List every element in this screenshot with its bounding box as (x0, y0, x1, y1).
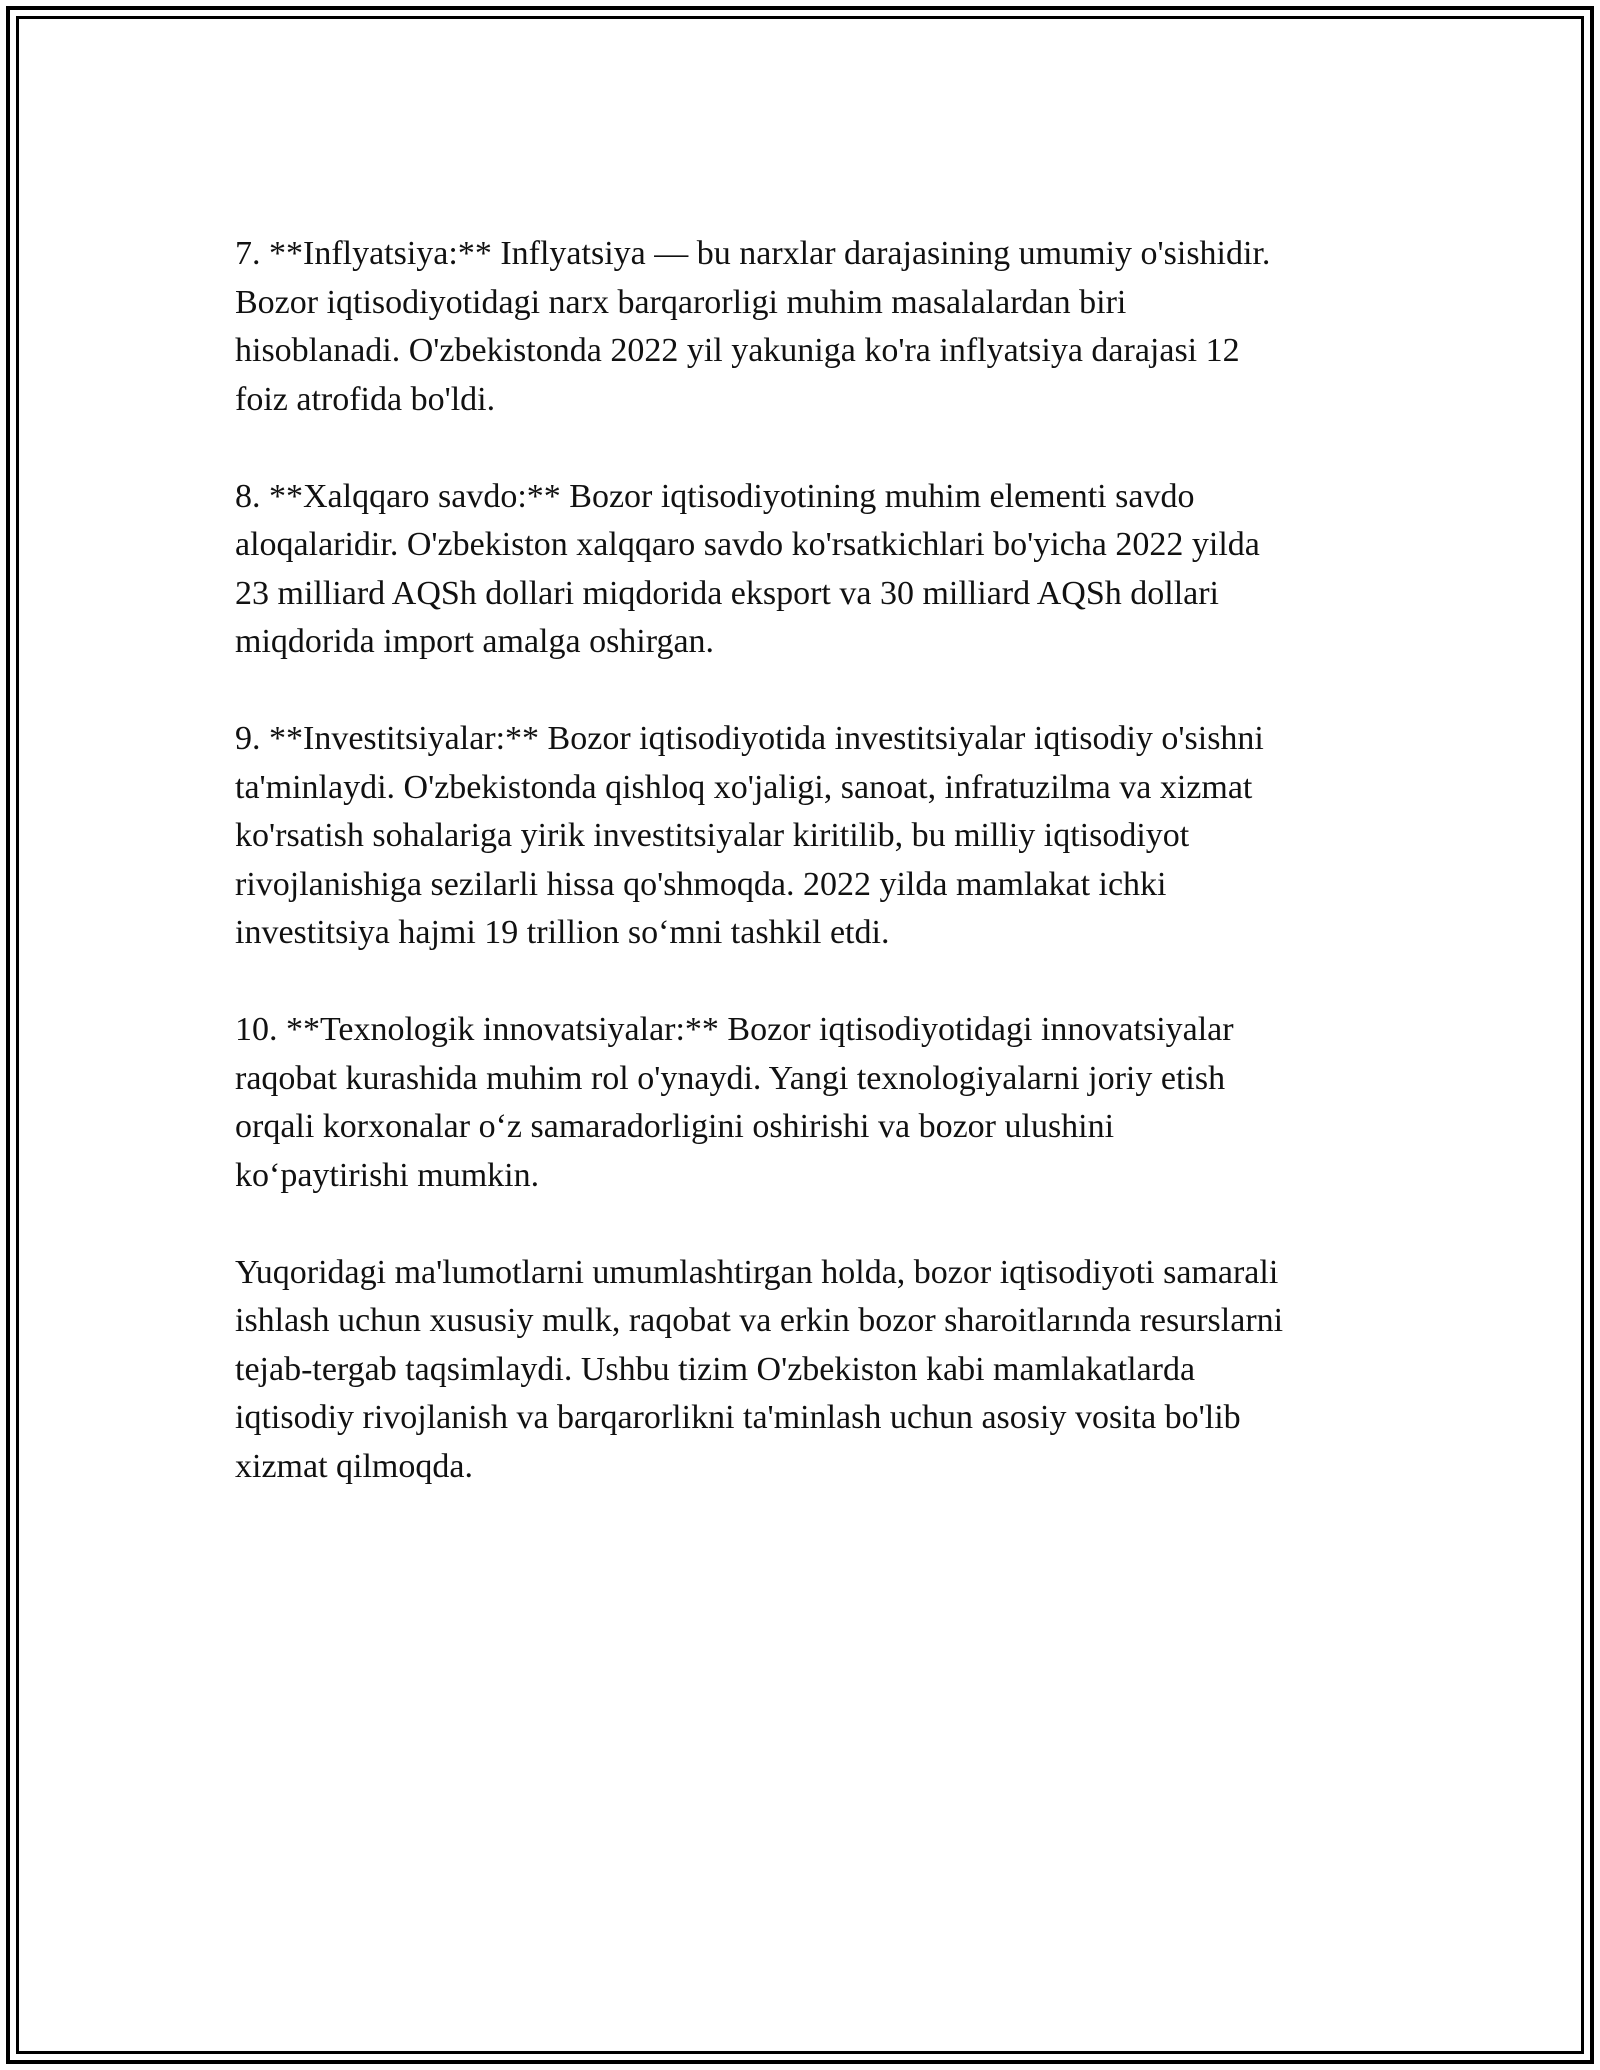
text-line: tejab-tergab taqsimlaydi. Ushbu tizim O'zbekiston kabi mamlakatlarda (235, 1350, 1196, 1388)
text-line: 9. **Investitsiyalar:** Bozor iqtisodiyotida investitsiyalar iqtisodiy o'sishni (235, 720, 1264, 757)
text-line: miqdorida import amalga oshirgan. (235, 623, 715, 660)
text-line: 10. **Texnologik innovatsiyalar:** Bozor iqtisodiyotidagi innovatsiyalar (235, 1011, 1234, 1048)
paragraph-investment (235, 715, 1375, 958)
text-line: 23 milliard AQSh dollari miqdorida eksport va 30 milliard AQSh dollari (235, 574, 1220, 612)
text-line: 8. **Xalqqaro savdo:** Bozor iqtisodiyotining muhim elementi savdo (235, 477, 1195, 515)
text-line: investitsiya hajmi 19 trillion so‘mni tashkil etdi. (235, 914, 890, 951)
text-line: ta'minlaydi. O'zbekistonda qishloq xo'jaligi, sanoat, infratuzilma va xizmat (235, 768, 1253, 806)
text-line: foiz atrofida bo'ldi. (235, 380, 496, 418)
text-line: 7. **Inflyatsiya:** Inflyatsiya — bu narxlar darajasining umumiy o'sishidir. (235, 235, 1271, 272)
text-line: hisoblanadi. O'zbekistonda 2022 yil yakuniga ko'ra inflyatsiya darajasi 12 (235, 332, 1240, 369)
text-line: ko'rsatish sohalariga yirik investitsiyalar kiritilib, bu milliy iqtisodiyot (235, 817, 1190, 854)
text-line: xizmat qilmoqda. (235, 1447, 473, 1485)
text-line: ko‘paytirishi mumkin. (235, 1156, 540, 1194)
text-line: aloqalaridir. O'zbekiston xalqqaro savdo ko'rsatkichlari bo'yicha 2022 yilda (235, 526, 1260, 563)
paragraph-trade (235, 473, 1375, 667)
paragraph-inflation (235, 230, 1375, 424)
text-line: orqali korxonalar o‘z samaradorligini oshirishi va bozor ulushini (235, 1108, 1115, 1145)
text-line: rivojlanishiga sezilarli hissa qo'shmoqda. 2022 yilda mamlakat ichki (235, 865, 1167, 903)
document-body (235, 230, 1375, 1540)
text-line: Yuqoridagi ma'lumotlarni umumlashtirgan holda, bozor iqtisodiyoti samarali (235, 1253, 1279, 1291)
text-line: iqtisodiy rivojlanish va barqarorlikni ta'minlash uchun asosiy vosita bo'lib (235, 1399, 1241, 1436)
text-line: raqobat kurashida muhim rol o'ynaydi. Yangi texnologiyalarni joriy etish (235, 1059, 1226, 1097)
text-line: ishlash uchun xususiy mulk, raqobat va erkin bozor sharoitlarında resurslarni (235, 1302, 1284, 1339)
paragraph-conclusion (235, 1249, 1375, 1492)
paragraph-innovation (235, 1006, 1375, 1200)
text-line: Bozor iqtisodiyotidagi narx barqarorligi muhim masalalardan biri (235, 283, 1127, 321)
